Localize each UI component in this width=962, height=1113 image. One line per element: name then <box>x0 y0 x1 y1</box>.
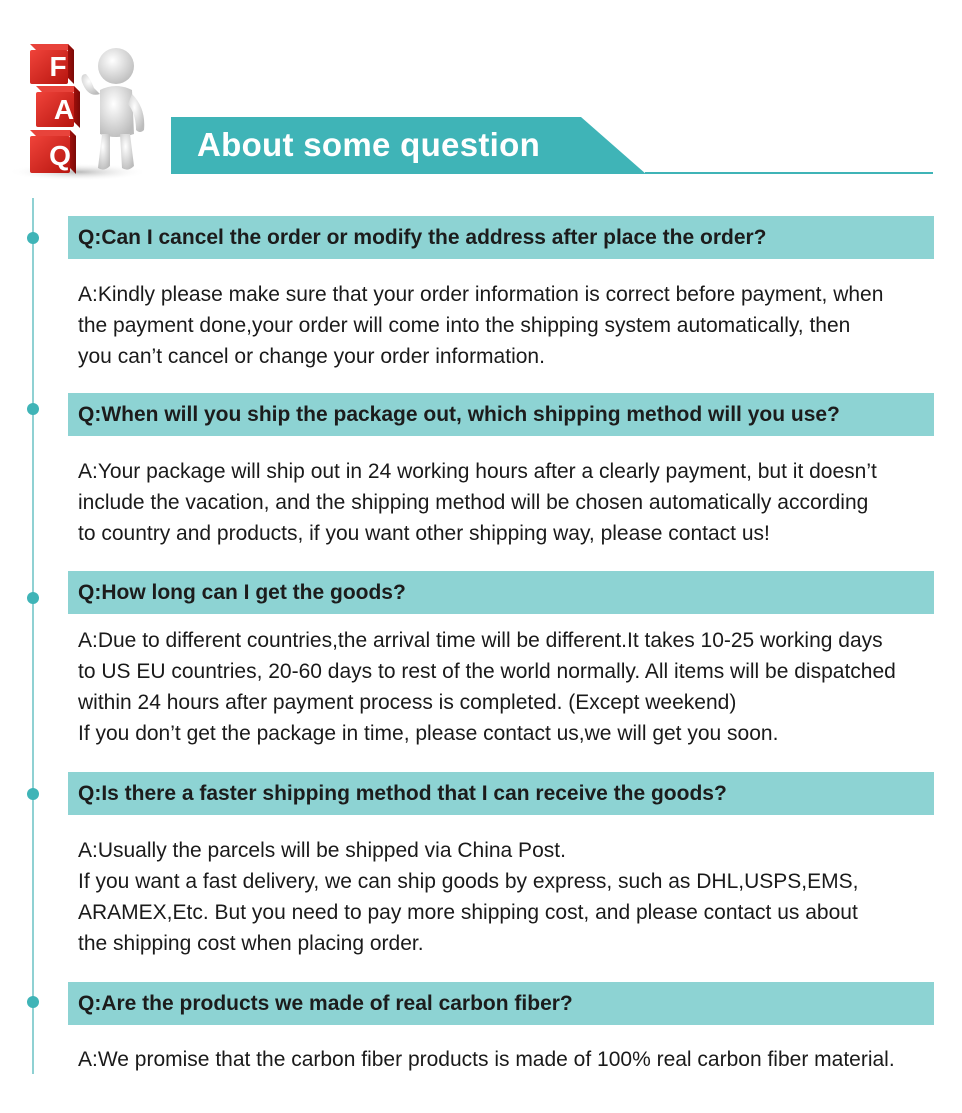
timeline-dot <box>27 788 39 800</box>
answer-line: ARAMEX,Etc. But you need to pay more shipping cost, and please contact us about <box>78 901 858 924</box>
faq-question-bar <box>68 216 934 259</box>
faq-question: Q:How long can I get the goods? <box>78 580 406 604</box>
faq-answer <box>78 1044 948 1075</box>
answer-line: A:Usually the parcels will be shipped via China Post. <box>78 839 566 862</box>
faq-question-bar <box>68 571 934 614</box>
title-underline <box>645 172 933 174</box>
answer-line: If you want a fast delivery, we can ship goods by express, such as DHL,USPS,EMS, <box>78 870 859 893</box>
faq-answer <box>78 835 948 959</box>
faq-logo <box>8 38 168 183</box>
answer-line: If you don’t get the package in time, please contact us,we will get you soon. <box>78 722 779 745</box>
answer-line: A:We promise that the carbon fiber products is made of 100% real carbon fiber material. <box>78 1048 895 1071</box>
answer-line: to US EU countries, 20-60 days to rest of the world normally. All items will be dispatched <box>78 660 896 683</box>
faq-logo-letter-a: A <box>53 94 75 125</box>
faq-cubes-figure-icon <box>8 38 168 183</box>
faq-question-bar <box>68 982 934 1025</box>
faq-question-bar <box>68 772 934 815</box>
page-title: About some question <box>197 126 541 163</box>
timeline-dot <box>27 996 39 1008</box>
answer-line: A:Your package will ship out in 24 working hours after a clearly payment, but it doesn’t <box>78 460 877 483</box>
answer-line: the shipping cost when placing order. <box>78 932 424 955</box>
faq-question: Q:Is there a faster shipping method that I can receive the goods? <box>78 781 727 805</box>
answer-line: within 24 hours after payment process is completed. (Except weekend) <box>78 691 737 714</box>
faq-question-bar <box>68 393 934 436</box>
answer-line: include the vacation, and the shipping method will be chosen automatically according <box>78 491 869 514</box>
answer-line: A:Due to different countries,the arrival time will be different.It takes 10-25 working days <box>78 629 883 652</box>
timeline-dot <box>27 403 39 415</box>
faq-answer <box>78 625 948 749</box>
faq-logo-letter-f: F <box>49 51 67 82</box>
faq-logo-letter-q: Q <box>49 140 71 171</box>
answer-line: to country and products, if you want other shipping way, please contact us! <box>78 522 770 545</box>
timeline-dot <box>27 232 39 244</box>
faq-question: Q:When will you ship the package out, which shipping method will you use? <box>78 402 840 426</box>
answer-line: A:Kindly please make sure that your order information is correct before payment, when <box>78 283 884 306</box>
faq-question: Q:Can I cancel the order or modify the address after place the order? <box>78 225 767 249</box>
timeline-dot <box>27 592 39 604</box>
faq-question: Q:Are the products we made of real carbon fiber? <box>78 991 573 1015</box>
faq-answer <box>78 279 948 372</box>
answer-line: you can’t cancel or change your order information. <box>78 345 545 368</box>
faq-answer <box>78 456 948 549</box>
answer-line: the payment done,your order will come into the shipping system automatically, then <box>78 314 851 337</box>
timeline-line <box>32 198 34 1074</box>
